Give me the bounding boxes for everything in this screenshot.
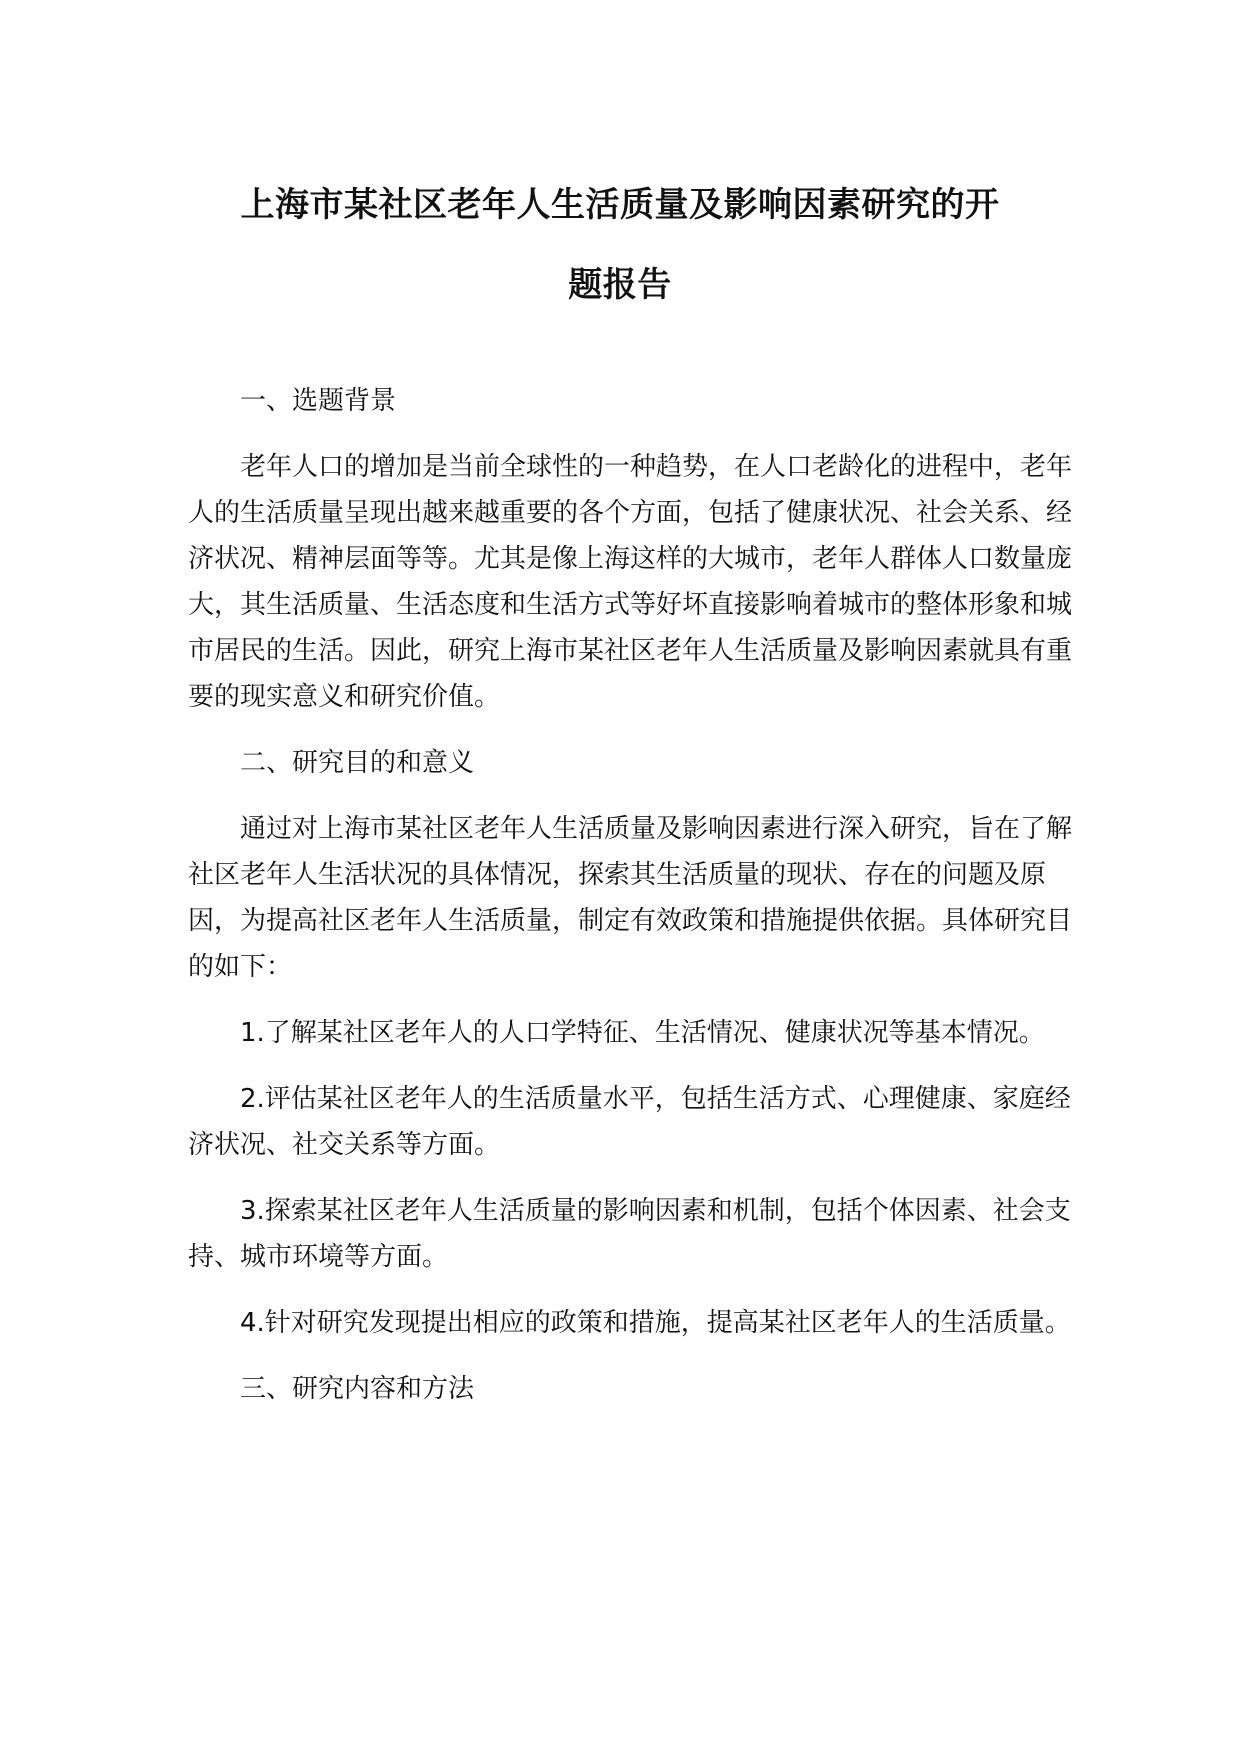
purpose-paragraph: 通过对上海市某社区老年人生活质量及影响因素进行深入研究，旨在了解社区老年人生活状况的具体情况，探索其生活质量的现状、存在的问题及原因，为提高社区老年人生活质量，制定有效政策和措施提供依据。具体研究目的如下：	[188, 814, 1073, 982]
section-heading-background: 一、选题背景	[240, 386, 397, 416]
background-paragraph: 老年人口的增加是当前全球性的一种趋势，在人口老龄化的进程中，老年人的生活质量呈现出越来越重要的各个方面，包括了健康状况、社会关系、经济状况、精神层面等等。尤其是像上海这样的大城市，老年人群体人口数量庞大，其生活质量、生活态度和生活方式等好坏直接影响着城市的整体形象和城市居民的生活。因此，研究上海市某社区老年人生活质量及影响因素就具有重要的现实意义和研究价值。	[188, 452, 1073, 712]
purpose-item-1: 1.了解某社区老年人的人口学特征、生活情况、健康状况等基本情况。	[240, 1018, 1045, 1048]
section-heading-purpose: 二、研究目的和意义	[240, 748, 475, 778]
purpose-item-3: 3.探索某社区老年人生活质量的影响因素和机制，包括个体因素、社会支持、城市环境等方面。	[188, 1196, 1071, 1272]
purpose-item-4: 4.针对研究发现提出相应的政策和措施，提高某社区老年人的生活质量。	[240, 1308, 1071, 1338]
section-heading-content-methods: 三、研究内容和方法	[240, 1374, 475, 1404]
document-body	[188, 378, 1088, 1412]
document-title-line-2: 题报告	[568, 265, 672, 305]
purpose-item-2: 2.评估某社区老年人的生活质量水平，包括生活方式、心理健康、家庭经济状况、社交关系等方面。	[188, 1084, 1071, 1160]
document-title-line-1: 上海市某社区老年人生活质量及影响因素研究的开	[240, 185, 1000, 225]
